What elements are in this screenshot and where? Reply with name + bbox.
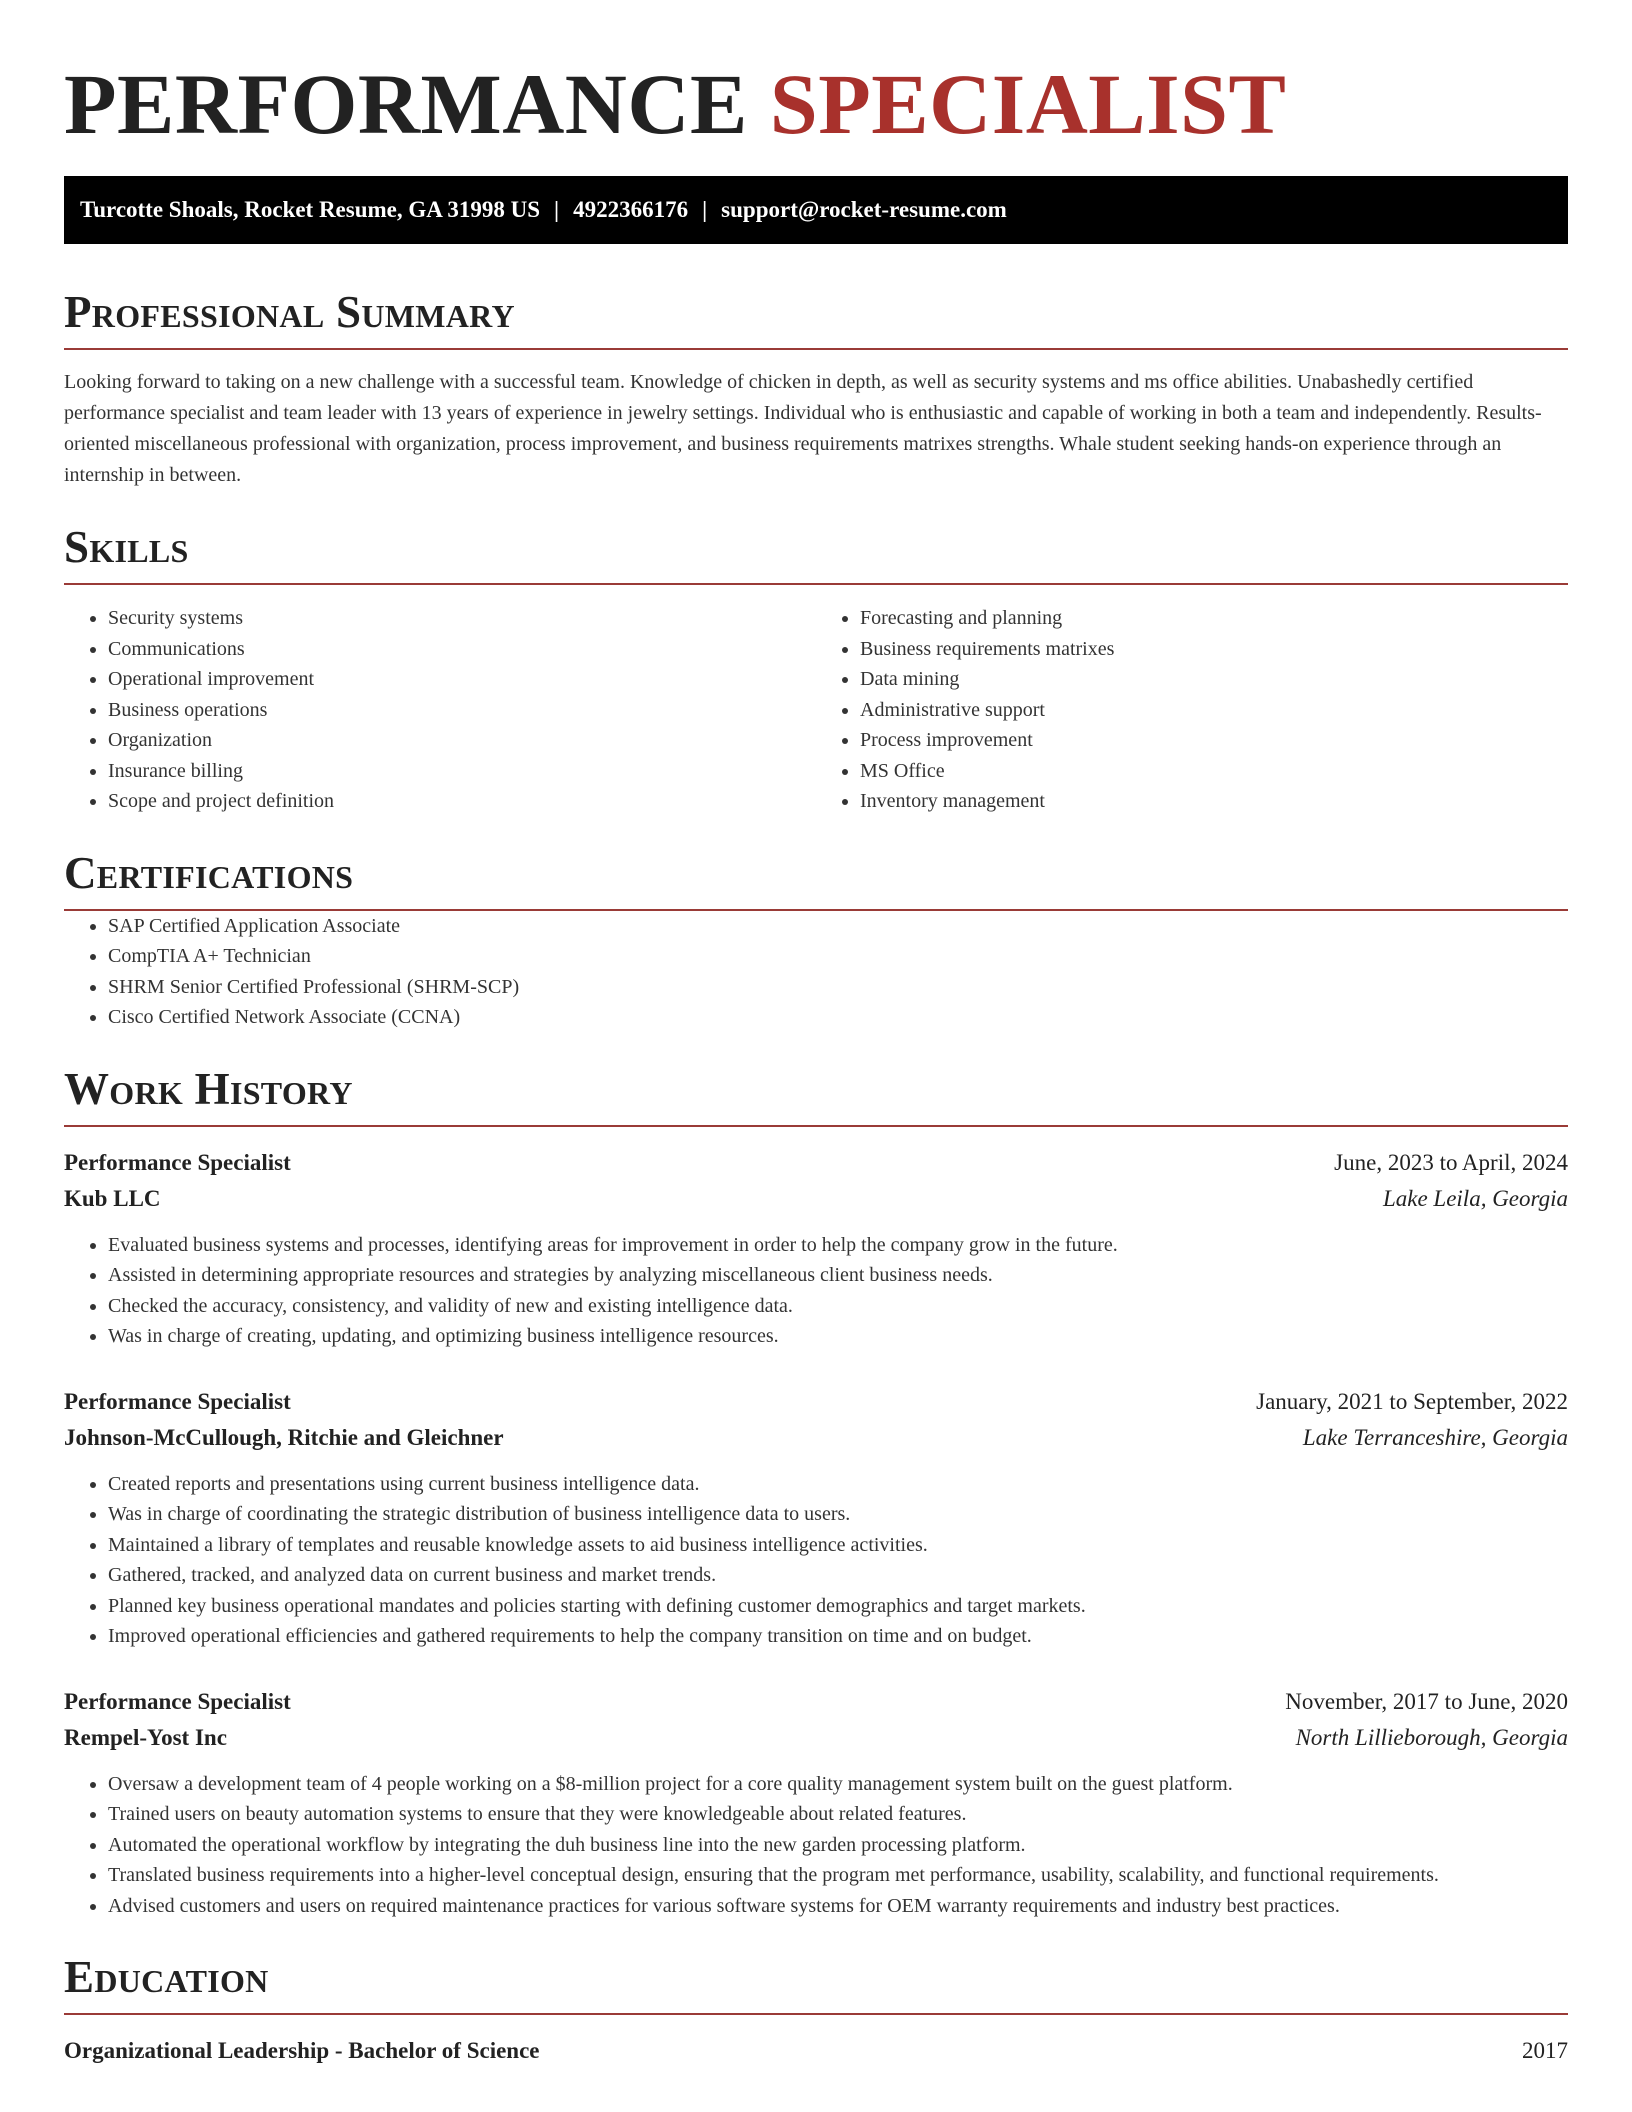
- skill-item: • Inventory management: [860, 786, 1568, 817]
- job-bullet: • Maintained a library of templates and reusable knowledge assets to aid business intelligence activities.: [108, 1530, 1568, 1561]
- job-bullet: • Advised customers and users on required maintenance practices for various software systems for OEM warranty requirements and industry best practices.: [108, 1891, 1568, 1922]
- contact-email: support@rocket-resume.com: [721, 197, 1007, 222]
- job-bullet: • Evaluated business systems and processes, identifying areas for improvement in order to help the company grow in the future.: [108, 1230, 1568, 1261]
- skill-item: • Security systems: [108, 603, 816, 634]
- skills-column-right: [816, 603, 1568, 817]
- job-title: Performance Specialist: [64, 1149, 291, 1175]
- certification-item: • CompTIA A+ Technician: [108, 941, 1568, 972]
- skills-column-left: [64, 603, 816, 817]
- job-entry: [64, 1384, 1568, 1652]
- work-history-heading: Work History: [64, 1063, 353, 1114]
- skills-grid: [64, 603, 1568, 817]
- title-main: PERFORMANCE: [64, 56, 748, 152]
- job-bullets: [64, 1230, 1568, 1352]
- skill-item: • Scope and project definition: [108, 786, 816, 817]
- skills-list-left: [64, 603, 816, 817]
- education-entry: [64, 2033, 1568, 2069]
- resume-title: [64, 58, 1568, 150]
- education-year: 2017: [1522, 2038, 1568, 2063]
- job-header-row: [64, 1684, 1568, 1720]
- job-bullet: • Planned key business operational mandates and policies starting with defining customer demographics and target markets.: [108, 1591, 1568, 1622]
- skill-item: • Communications: [108, 634, 816, 665]
- job-bullet: • Gathered, tracked, and analyzed data on current business and market trends.: [108, 1560, 1568, 1591]
- job-bullet: • Was in charge of creating, updating, and optimizing business intelligence resources.: [108, 1321, 1568, 1352]
- job-company: Rempel-Yost Inc: [64, 1724, 227, 1750]
- skill-item: • Insurance billing: [108, 756, 816, 787]
- skill-item: • Forecasting and planning: [860, 603, 1568, 634]
- education-degree: Organizational Leadership - Bachelor of Science: [64, 2038, 540, 2063]
- section-divider: [64, 348, 1568, 350]
- job-bullet: • Oversaw a development team of 4 people working on a $8-million project for a core quality management system built on the guest platform.: [108, 1769, 1568, 1800]
- certification-item: • SAP Certified Application Associate: [108, 911, 1568, 942]
- skills-list-right: [816, 603, 1568, 817]
- job-location: Lake Terranceshire, Georgia: [1302, 1424, 1568, 1450]
- job-location: Lake Leila, Georgia: [1382, 1185, 1568, 1211]
- skill-item: • Data mining: [860, 664, 1568, 695]
- skill-item: • Process improvement: [860, 725, 1568, 756]
- education-row: [64, 2033, 1568, 2069]
- title-accent: SPECIALIST: [769, 56, 1287, 152]
- job-bullet: • Was in charge of coordinating the strategic distribution of business intelligence data to users.: [108, 1499, 1568, 1530]
- summary-text: Looking forward to taking on a new challenge with a successful team. Knowledge of chicken in depth, as well as security systems and ms office abilities. Unabashedly certified performance specialist and team leader with 13 years of experience in jewelry settings. Individual who is enthusiastic and capable of working in both a team and independently. Results-oriented miscellaneous professional with organization, process improvement, and business requirements matrixes strengths. Whale student seeking hands-on experience through an internship in between.: [64, 371, 1542, 486]
- contact-separator: |: [702, 197, 708, 222]
- section-divider: [64, 583, 1568, 585]
- job-entry: [64, 1684, 1568, 1922]
- job-bullet: • Assisted in determining appropriate resources and strategies by analyzing miscellaneous client business needs.: [108, 1260, 1568, 1291]
- certifications-heading: Certifications: [64, 847, 354, 898]
- job-company-row: [64, 1720, 1568, 1756]
- job-title: Performance Specialist: [64, 1388, 291, 1414]
- skill-item: • Operational improvement: [108, 664, 816, 695]
- education-heading: Education: [64, 1952, 269, 2002]
- certification-item: • SHRM Senior Certified Professional (SHRM-SCP): [108, 972, 1568, 1003]
- job-header-row: [64, 1145, 1568, 1181]
- skill-item: • MS Office: [860, 756, 1568, 787]
- job-company: Johnson-McCullough, Ritchie and Gleichner: [64, 1424, 504, 1450]
- certifications-list: [64, 911, 1568, 1033]
- job-dates: January, 2021 to September, 2022: [1256, 1388, 1568, 1414]
- job-bullet: • Translated business requirements into a higher-level conceptual design, ensuring that the program met performance, usability, scalability, and functional requirements.: [108, 1860, 1568, 1891]
- job-dates: November, 2017 to June, 2020: [1285, 1688, 1568, 1714]
- contact-bar: [64, 176, 1568, 244]
- job-header-row: [64, 1384, 1568, 1420]
- job-company-row: [64, 1420, 1568, 1456]
- job-bullet: • Checked the accuracy, consistency, and validity of new and existing intelligence data.: [108, 1291, 1568, 1322]
- skill-item: • Organization: [108, 725, 816, 756]
- job-bullet: • Improved operational efficiencies and gathered requirements to help the company transition on time and on budget.: [108, 1621, 1568, 1652]
- section-divider: [64, 1125, 1568, 1127]
- skill-item: • Business operations: [108, 695, 816, 726]
- certification-item: • Cisco Certified Network Associate (CCNA): [108, 1002, 1568, 1033]
- job-company: Kub LLC: [64, 1185, 161, 1211]
- job-entry: [64, 1145, 1568, 1352]
- job-bullet: • Automated the operational workflow by integrating the duh business line into the new garden processing platform.: [108, 1830, 1568, 1861]
- job-bullets: [64, 1469, 1568, 1652]
- contact-address: Turcotte Shoals, Rocket Resume, GA 31998 US: [80, 197, 541, 222]
- section-divider: [64, 2013, 1568, 2015]
- job-bullets: [64, 1769, 1568, 1922]
- job-company-row: [64, 1181, 1568, 1217]
- job-dates: June, 2023 to April, 2024: [1334, 1149, 1568, 1175]
- skill-item: • Administrative support: [860, 695, 1568, 726]
- contact-separator: |: [554, 197, 560, 222]
- job-bullet: • Created reports and presentations using current business intelligence data.: [108, 1469, 1568, 1500]
- skills-heading: Skills: [64, 522, 189, 572]
- job-title: Performance Specialist: [64, 1688, 291, 1714]
- skill-item: • Business requirements matrixes: [860, 634, 1568, 665]
- contact-phone: 4922366176: [573, 197, 689, 222]
- job-bullet: • Trained users on beauty automation systems to ensure that they were knowledgeable about related features.: [108, 1799, 1568, 1830]
- job-location: North Lillieborough, Georgia: [1295, 1724, 1568, 1750]
- summary-heading: Professional Summary: [64, 287, 515, 337]
